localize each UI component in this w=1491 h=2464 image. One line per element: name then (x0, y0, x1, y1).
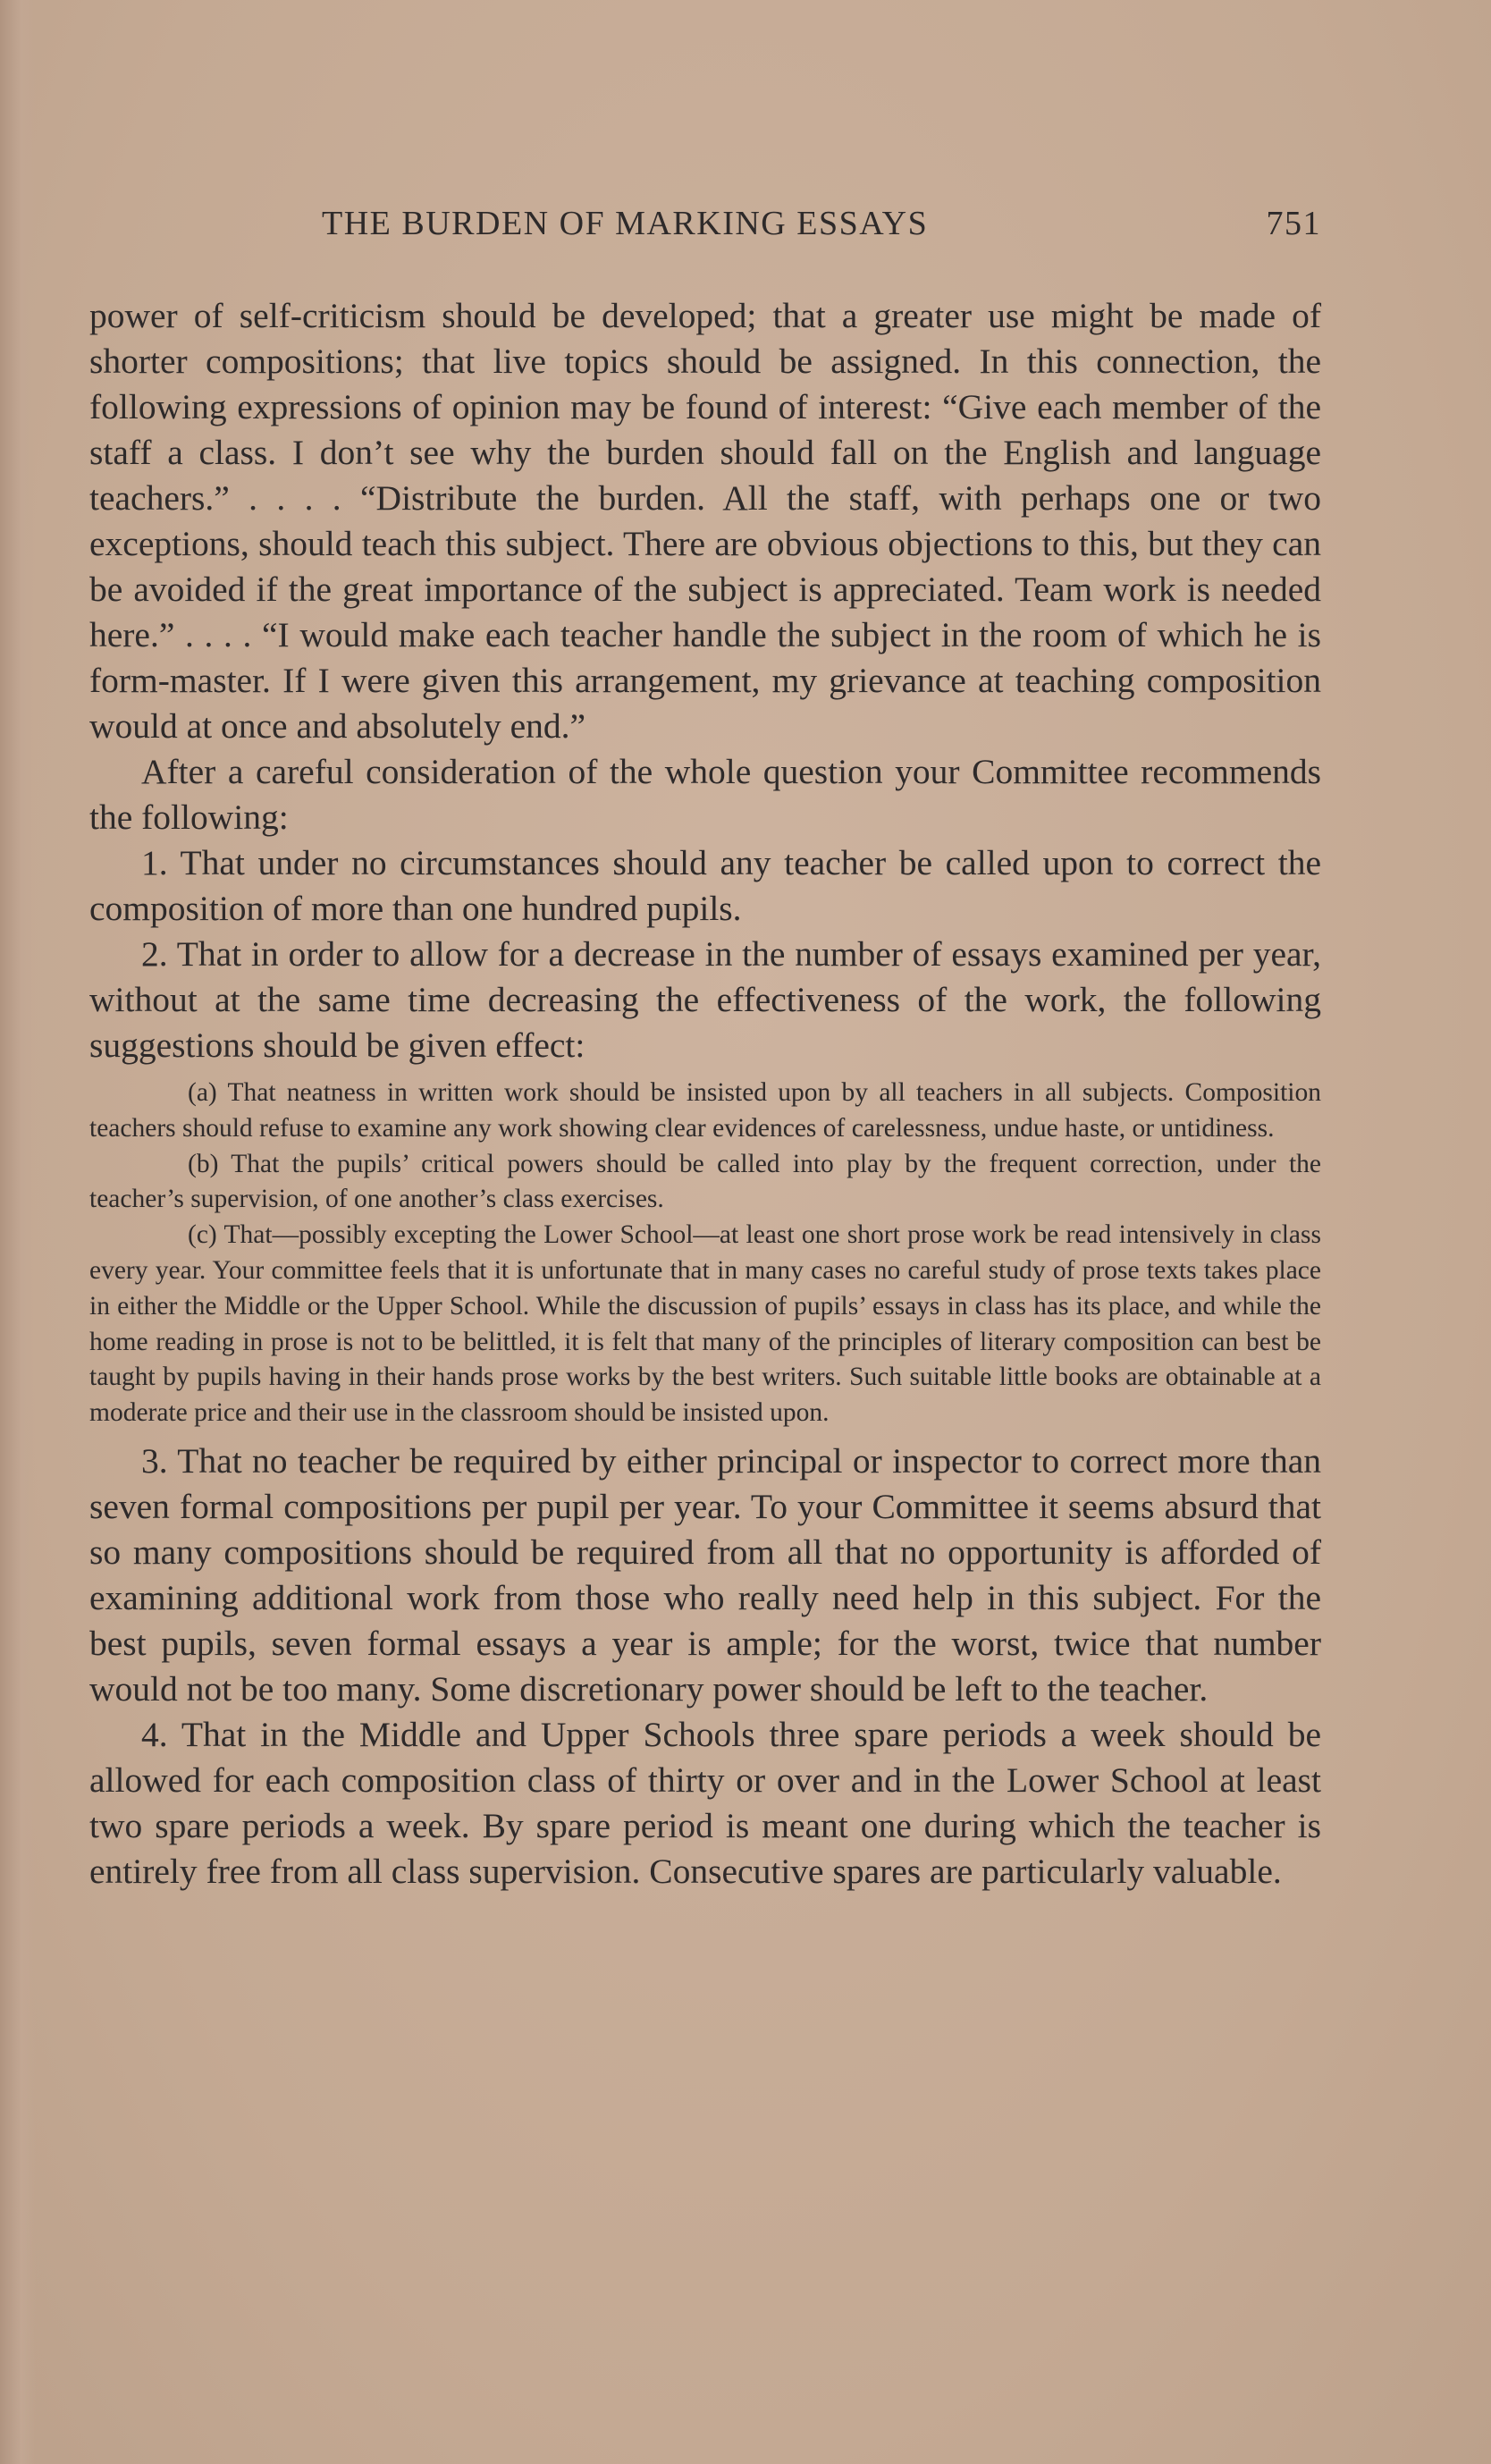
running-title: THE BURDEN OF MARKING ESSAYS (322, 205, 929, 242)
paragraph-intro: power of self-criticism should be developed; that a greater use might be made of shorter compositions; that live topics should be assigned. In this connection, the following expressions of opinion may be found of interest: “Give each member of the staff a class. I don’t see why the burden should fall on the English and language teachers.” . . . . “Distribute the burden. All the staff, with perhaps one or two exceptions, should teach this subject. There are obvious objections to this, but they can be avoided if the great importance of the subject is appreciated. Team work is needed here.” . . . . “I would make each teacher handle the subject in the room of which he is form-master. If I were given this arrangement, my grievance at teaching composition would at once and absolutely end.” (89, 296, 1321, 746)
recommendation-item-1: 1. That under no circumstances should any teacher be called upon to correct the composition of more than one hundred pupils. (89, 843, 1321, 928)
page-number: 751 (1266, 205, 1321, 242)
paragraph-recommendation: After a careful consideration of the whole question your Committee recommends the following: (89, 752, 1321, 837)
suggestion-b: (b) That the pupils’ critical powers should be called into play by the frequent correction, under the teacher’s supervision, of one another’s class exercises. (89, 1149, 1321, 1214)
page-body (89, 293, 1321, 1894)
recommendation-item-2: 2. That in order to allow for a decrease in the number of essays examined per year, without at the same time decreasing the effectiveness of the work, the following suggestions should be given effect: (89, 934, 1321, 1065)
suggestion-c: (c) That—possibly excepting the Lower School—at least one short prose work be read intensively in class every year. Your committee feels that it is unfortunate that in many cases no careful study of prose texts takes place in either the Middle or the Upper School. While the discussion of pupils’ essays in class has its place, and while the home reading in prose is not to be belittled, it is felt that many of the principles of literary composition can best be taught by pupils having in their hands prose works by the best writers. Such suitable little books are obtainable at a moderate price and their use in the classroom should be insisted upon. (89, 1220, 1321, 1428)
recommendation-item-4: 4. That in the Middle and Upper Schools three spare periods a week should be allowed for each composition class of thirty or over and in the Lower School at least two spare periods a week. By spare period is meant one during which the teacher is entirely free from all class supervision. Consecutive spares are particularly valuable. (89, 1714, 1321, 1891)
suggestion-a: (a) That neatness in written work should be insisted upon by all teachers in all subjects. Composition teachers should refuse to examine any work showing clear evidences of carelessness, undue haste, or untidiness. (89, 1078, 1321, 1143)
recommendation-item-3: 3. That no teacher be required by either principal or inspector to correct more than seven formal compositions per pupil per year. To your Committee it seems absurd that so many compositions should be required from all that no opportunity is afforded of examining additional work from those who really need help in this subject. For the best pupils, seven formal essays a year is ample; for the worst, twice that number would not be too many. Some discretionary power should be left to the teacher. (89, 1440, 1321, 1709)
running-header (89, 204, 1321, 257)
